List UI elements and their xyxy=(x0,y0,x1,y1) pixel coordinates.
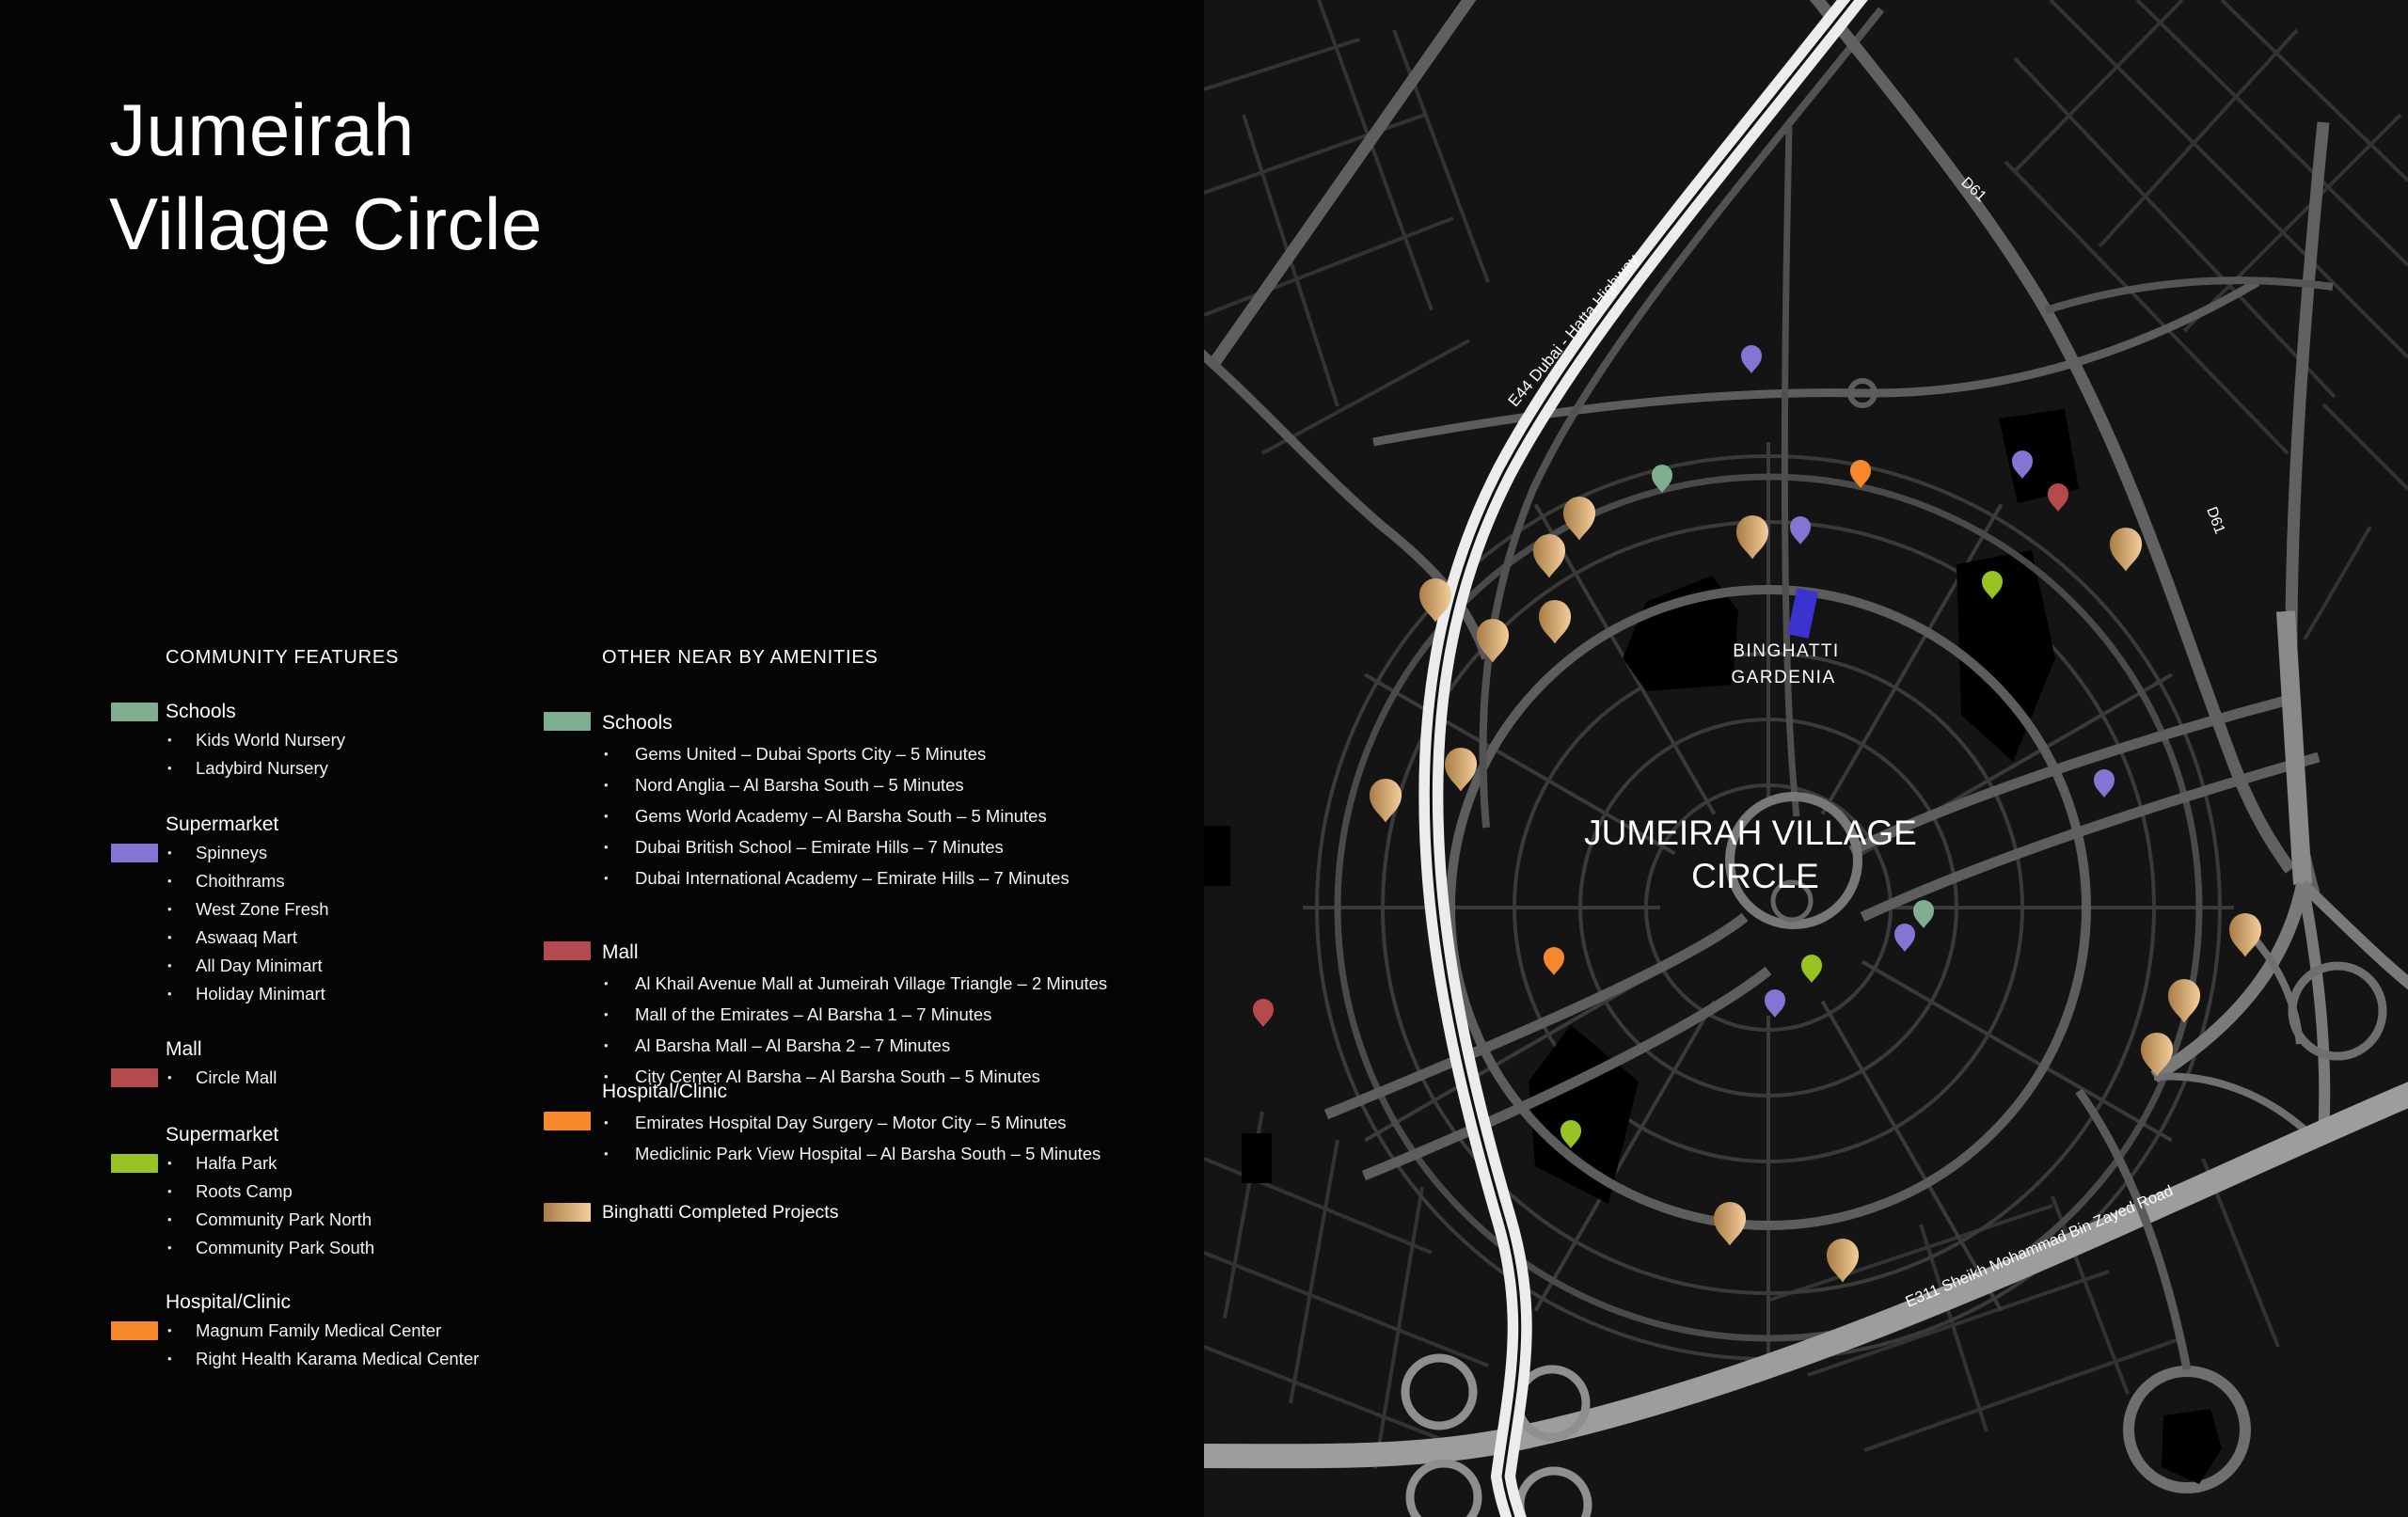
map-svg xyxy=(1204,0,2408,1517)
bullet-icon: • xyxy=(167,1184,172,1198)
legend-item: • Choithrams xyxy=(166,867,544,895)
bullet-icon: • xyxy=(167,1156,172,1170)
section-title: Hospital/Clinic xyxy=(602,1081,728,1102)
legend-section-schools-nearby xyxy=(544,707,1202,893)
legend-binghatti-projects xyxy=(544,1200,1202,1225)
legend-section-hospital-nearby xyxy=(544,1076,1202,1169)
swatch-schools xyxy=(544,712,591,731)
legend-item: • Holiday Minimart xyxy=(166,980,544,1008)
section-title: Schools xyxy=(602,712,673,734)
label-e44: E44 Dubai - Hatta Highway xyxy=(1504,250,1642,411)
legend-item: • Dubai British School – Emirate Hills – 7 Minutes xyxy=(602,831,1202,862)
section-title: Mall xyxy=(602,941,639,963)
bullet-icon: • xyxy=(167,733,172,747)
legend-section-parks xyxy=(111,1121,544,1262)
legend-section-mall-nearby xyxy=(544,937,1202,1092)
legend-item: • All Day Minimart xyxy=(166,952,544,980)
swatch-schools xyxy=(111,703,158,721)
legend-item: • City Center Al Barsha – Al Barsha South – 5 Minutes xyxy=(602,1061,1202,1092)
swatch-mall xyxy=(544,941,591,960)
label-jvc-2: CIRCLE xyxy=(1691,857,1819,895)
bullet-icon: • xyxy=(167,958,172,972)
bullet-icon: • xyxy=(167,987,172,1001)
swatch-supermarket xyxy=(111,844,158,862)
legend-item: • Al Khail Avenue Mall at Jumeirah Village Triangle – 2 Minutes xyxy=(602,968,1202,999)
legend-item: • Gems World Academy – Al Barsha South – 5 Minutes xyxy=(602,800,1202,831)
legend-item: • Mall of the Emirates – Al Barsha 1 – 7 Minutes xyxy=(602,999,1202,1030)
legend-item: • Mediclinic Park View Hospital – Al Barsha South – 5 Minutes xyxy=(602,1138,1202,1169)
swatch-hospital xyxy=(544,1112,591,1130)
legend-item: • Kids World Nursery xyxy=(166,726,544,754)
legend-item: • Halfa Park xyxy=(166,1149,544,1177)
label-binghatti-gardenia-1: BINGHATTI xyxy=(1733,641,1840,661)
bullet-icon: • xyxy=(604,1038,609,1052)
bullet-icon: • xyxy=(167,1070,172,1084)
legend-item: • Right Health Karama Medical Center xyxy=(166,1345,544,1373)
legend-column-amenities xyxy=(544,0,1202,1517)
bullet-icon: • xyxy=(167,1240,172,1255)
legend-item: • Magnum Family Medical Center xyxy=(166,1317,544,1345)
label-d61-right: D61 xyxy=(2203,504,2228,537)
legend-item: • Spinneys xyxy=(166,839,544,867)
legend-item: • Community Park North xyxy=(166,1206,544,1234)
legend-item: • Al Barsha Mall – Al Barsha 2 – 7 Minutes xyxy=(602,1030,1202,1061)
bullet-icon: • xyxy=(604,871,609,885)
legend-column-community xyxy=(111,0,544,1517)
legend-item: • Gems United – Dubai Sports City – 5 Minutes xyxy=(602,738,1202,769)
legend-item: • Emirates Hospital Day Surgery – Motor City – 5 Minutes xyxy=(602,1107,1202,1138)
bullet-icon: • xyxy=(604,1115,609,1130)
label-jvc-1: JUMEIRAH VILLAGE xyxy=(1584,814,1917,852)
bullet-icon: • xyxy=(167,1212,172,1226)
swatch-hospital xyxy=(111,1321,158,1340)
legend-item: • Roots Camp xyxy=(166,1177,544,1206)
bullet-icon: • xyxy=(167,874,172,888)
bullet-icon: • xyxy=(604,1007,609,1021)
legend-item: • West Zone Fresh xyxy=(166,895,544,924)
swatch-mall xyxy=(111,1068,158,1087)
legend-section-schools xyxy=(111,698,544,782)
legend-item: • Circle Mall xyxy=(166,1064,544,1092)
binghatti-label: Binghatti Completed Projects xyxy=(602,1202,839,1223)
map-panel xyxy=(1204,0,2408,1517)
bullet-icon: • xyxy=(604,1146,609,1161)
swatch-binghatti-gradient xyxy=(544,1203,591,1222)
bullet-icon: • xyxy=(167,761,172,775)
bullet-icon: • xyxy=(167,930,172,944)
section-title: Hospital/Clinic xyxy=(166,1291,292,1313)
legend-item: • Nord Anglia – Al Barsha South – 5 Minutes xyxy=(602,769,1202,800)
legend-section-hospital xyxy=(111,1288,544,1373)
legend-header-community: COMMUNITY FEATURES xyxy=(166,647,400,668)
bullet-icon: • xyxy=(604,1069,609,1083)
page-title: Jumeirah Village Circle xyxy=(109,88,543,265)
legend-item: • Aswaaq Mart xyxy=(166,924,544,952)
bullet-icon: • xyxy=(604,809,609,823)
section-title: Supermarket xyxy=(166,814,279,835)
section-title: Mall xyxy=(166,1038,202,1060)
bullet-icon: • xyxy=(604,840,609,854)
legend-section-supermarket xyxy=(111,811,544,1008)
bullet-icon: • xyxy=(167,1323,172,1337)
section-title: Schools xyxy=(166,701,236,722)
bullet-icon: • xyxy=(604,747,609,761)
bullet-icon: • xyxy=(167,902,172,916)
label-binghatti-gardenia-2: GARDENIA xyxy=(1731,668,1836,687)
section-title: Supermarket xyxy=(166,1124,279,1146)
label-e311: E311 Sheikh Mohammad Bin Zayed Road xyxy=(1903,1182,2176,1311)
bullet-icon: • xyxy=(604,778,609,792)
legend-section-mall xyxy=(111,1035,544,1092)
legend-header-amenities: OTHER NEAR BY AMENITIES xyxy=(602,647,879,668)
bullet-icon: • xyxy=(167,1351,172,1366)
bullet-icon: • xyxy=(167,845,172,860)
legend-item: • Ladybird Nursery xyxy=(166,754,544,782)
bullet-icon: • xyxy=(604,976,609,990)
swatch-parks xyxy=(111,1154,158,1173)
legend-item: • Community Park South xyxy=(166,1234,544,1262)
legend-item: • Dubai International Academy – Emirate Hills – 7 Minutes xyxy=(602,862,1202,893)
label-d61-top: D61 xyxy=(1957,174,1989,205)
